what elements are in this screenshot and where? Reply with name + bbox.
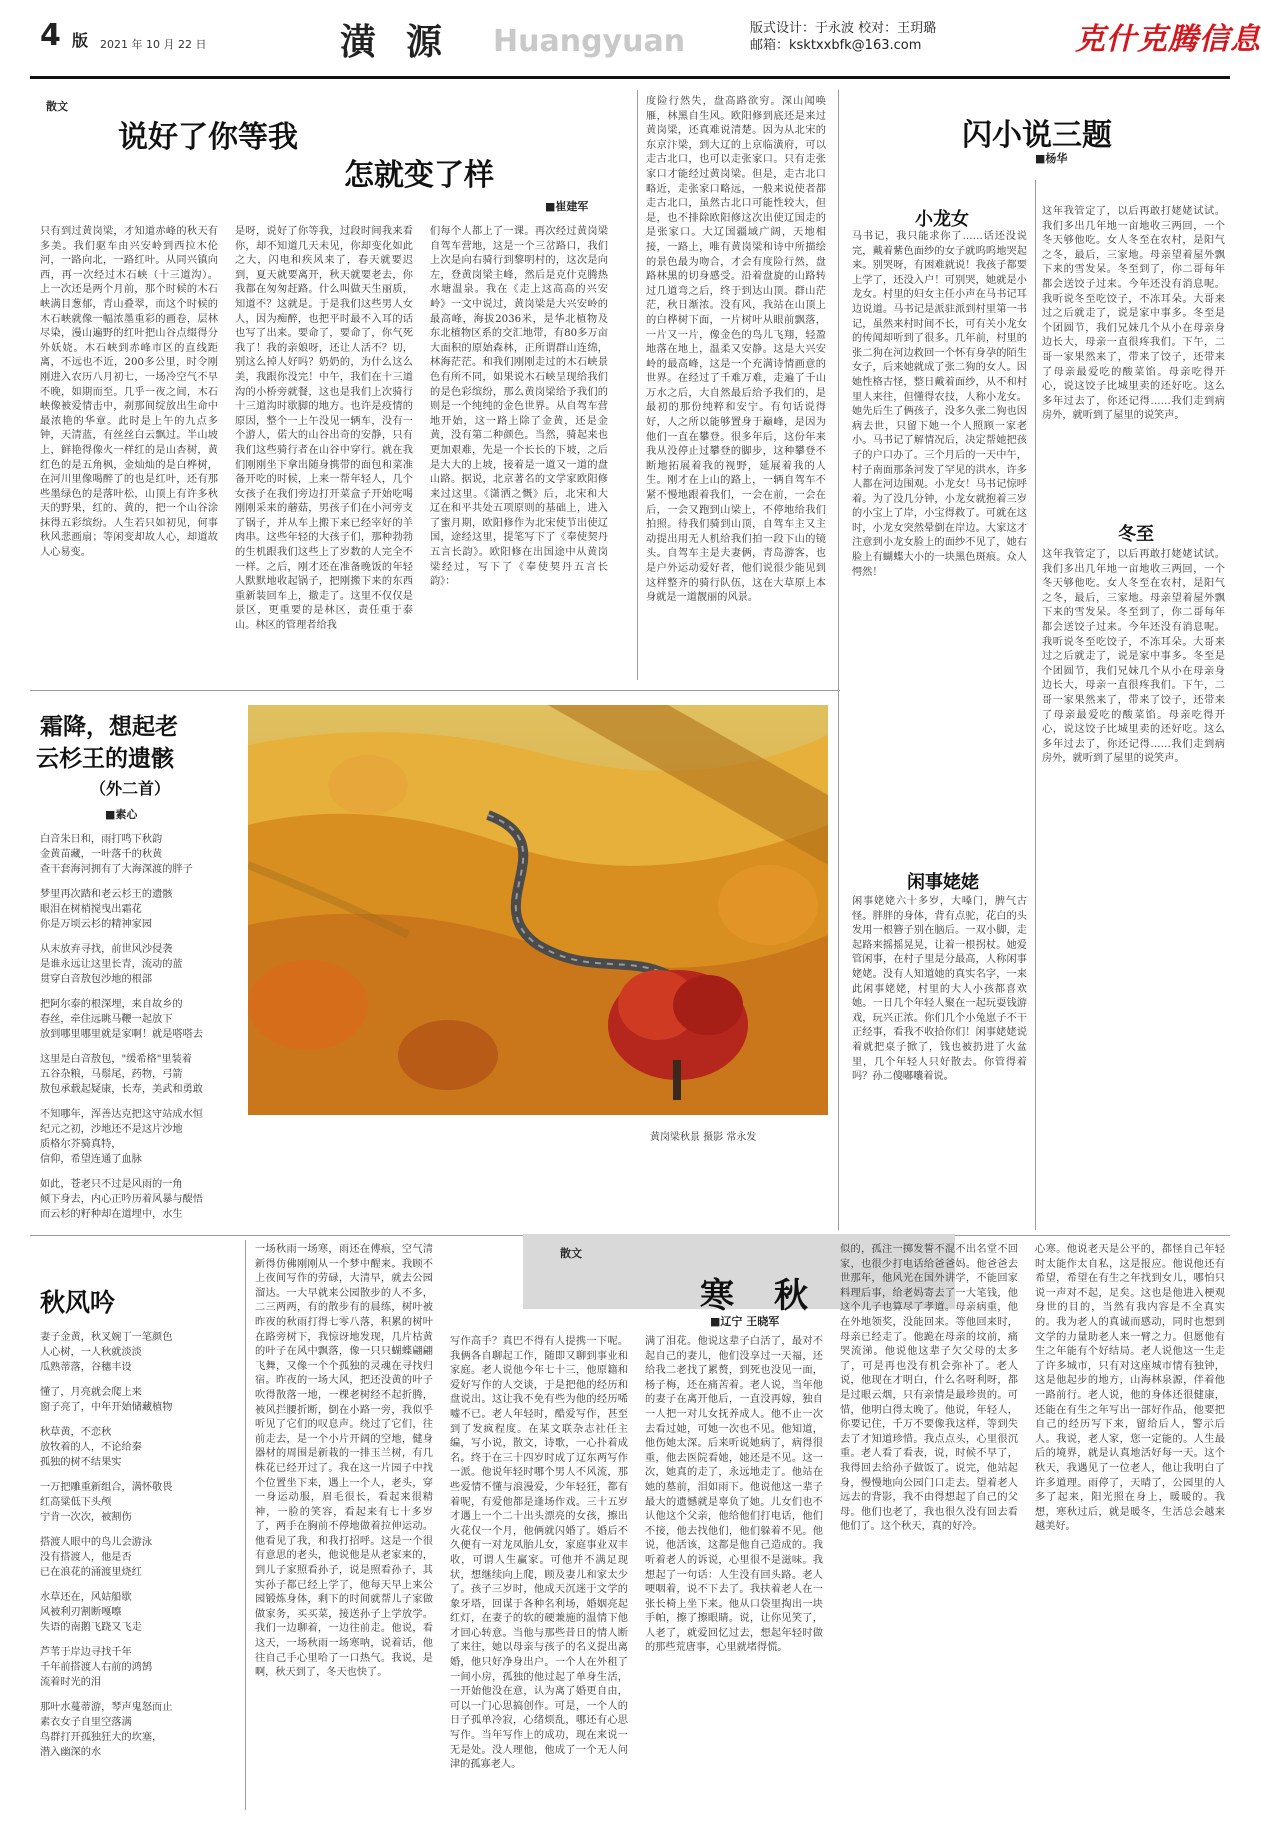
poem-stanza: 从末放弃寻找，前世风沙侵袭 是谁永远让这里长青，流动的蓝 贯穿白音敖包沙地的根部: [40, 944, 183, 985]
article2-title: 闪小说三题: [962, 118, 1112, 153]
column-divider: [637, 90, 638, 680]
photo-image: [248, 705, 828, 1115]
article1-label: 散文: [46, 100, 68, 113]
poem2-title: 秋风吟: [40, 1288, 116, 1317]
poem-stanza: 懂了，月亮就会爬上来 窗子亮了，中年开始储藏植物: [40, 1387, 173, 1413]
article3-label: 散文: [560, 1247, 582, 1260]
story1-text: 马书记，我只能求你了……话还没说完，戴着紫色面纱的女子就呜呜地哭起来。别哭呀，有困难就说！我孩子都要上学了，还没入户！可别哭，她就是小龙女。村里的妇女主任小声在马书记耳边说道。马书记是派驻派到村里第一书记，虽然来村时间不长，可有关小龙女的传闻却听到了很多。几年前，村里的张二狗在河边救回一个怀有身孕的陌生女子，后来她就成了张二狗的女人。因她性格古怪，整日戴着面纱，从不和村里人来往，但懂得农技，人称小龙女。她先后生了俩孩子，没多久张二狗也因病去世，只留下她一个人照顾一家老小。马书记了解情况后，决定帮她把孩子的户口办了。三个月后的一天中午，村子南面那条河发了罕见的洪水，许多人都在河边围观。小龙女！马书记惊呼着。为了没几分钟，小龙女就抱着三岁的小宝上了岸，小宝得救了。可就在这时，小龙女突然晕倒在岸边。大家这才注意到小龙女脸上的面纱不见了，她右脸上有蝴蝶大小的一块黑色斑痕。众人愕然！: [852, 231, 1027, 578]
article1-title-line1: 说好了你等我: [118, 120, 298, 155]
poem1-subtitle: （外二首）: [90, 779, 171, 798]
article3-title: 寒秋: [700, 1276, 848, 1316]
story2-text: 闲事姥姥六十多岁，大嗓门，脾气古怪。胖胖的身体，背有点驼，花白的头发用一根簪子别在脑后。一双小脚，走起路来摇摇晃晃，让着一根拐杖。她爱管闲事，在村子里是分最高，人称闲事姥姥。没有人知道她的真实名字，一来此闲事姥姥，村里的大人小孩都喜欢她。一日几个年轻人聚在一起玩耍钱游戏，玩兴正浓。你们几个小兔崽子不干正经事，看我不收拾你们！闲事姥姥说着就把桌子掀了，钱也被扔进了火盆里，几个年轻人只好散去。你管得着吗？孙二傻嘟囔着说。: [852, 896, 1027, 1083]
photo-caption: 黄岗梁秋景 摄影 常永发: [650, 1132, 757, 1143]
poem-stanza: 这里是白音敖包，"缓希格"里装着 五谷杂粮，马鬃尾，药物，弓箭 敖包承载起疑康，长寿，美武和勇敢: [40, 1054, 203, 1095]
article1-column-2: 是呀，说好了你等我，过段时间我来看你，却不知道几天未见，你却变化如此之大，闪电和疾风来了，春天就要迟到，夏天就要离开，秋天就要老去，你我都在匆匆赶路。什么叫做天生丽质，知道不？这就是。于是我们这些男人女人，因为痴醉，也把平时最不入耳的话也写了出来。要命了，要命了，你气死我了！我的亲娘呀，还让人活不？切，别这么掉人好吗？奶奶的，为什么这么美，我跟你没完！中午，我们在十三道沟的小桥旁就餐，这也是我们上次骑行十三道沟时歇脚的地方。也许是疫情的原因，整个一上午没见一辆车，没有一个游人，偌大的山谷出奇的安静，只有我们这些骑行者在山谷中穿行。就在我们刚刚坐下拿出随身携带的面包和菜准备开吃的时候，上来一帮年轻人，几个女孩子在我们旁边打开菜盒子开始吃喝刚刚采来的蘑菇，男孩子们在小河旁支了锅子，并从车上搬下来已经宰好的羊肉串。这些年轻的大孩子们，那种勃勃的生机跟我们这些上了岁数的人完全不一样。之后，刚才还在准备晚饭的年轻人默默地收起锅子，把刚搬下来的东西重新装回车上，撤走了。这里不仅仅是景区，更重要的是林区，责任重于泰山。林区的管理者给我: [235, 226, 413, 632]
section-title: 潢源: [340, 21, 473, 63]
design-credits: 版式设计：于永波 校对：王玥璐: [750, 21, 937, 36]
poem-stanza: 如此，苍老只不过是风雨的一角 倾下身去，内心正吟历着风暴与醍悟 而云杉的籽种却在道埋中，水生: [40, 1179, 203, 1220]
article1-byline: ■崔建军: [545, 200, 589, 213]
poem-stanza: 那叶水蔓蒂游，琴声鬼怒而止 素衣女子自里空落满 鸟群打开孤独狂大的坎塞， 潜入幽深的水: [40, 1702, 173, 1758]
poem-stanza: 水草还在，风姑船歇 风被利刃割断嘎嚓 失语的南鹅飞跷又飞走: [40, 1592, 142, 1633]
poem-stanza: 梦里再次踏和老云杉王的遗骸 眼泪在树梢搅曳出霜花 你是万顷云杉的精神家园: [40, 889, 173, 930]
poem-stanza: 妻子金黄，秋叉婉丁一笔颜色 人心树，一人秋就淡淡 瓜熟蒂落，谷穗丰设: [40, 1332, 173, 1373]
issue-date: 2021 年 10 月 22 日: [100, 38, 207, 51]
article3-column-4: 似的，孤注一掷发誓不混不出名堂不回家，也很少打电话给爸爸妈。他爸爸去世那年，他风光在国外讲学，不能回家料理后事，给老妈寄去了一大笔钱，他这个儿子也算尽了孝道。母亲病重，他在外地领奖，没能回来。等他回来时，母亲已经走了。他跪在母亲的坟前，痛哭流涕。他说他这辈子欠父母的太多了，可是再也没有机会弥补了。老人说，他现在才明白，什么名呀利呀，都是过眼云烟，只有亲情是最珍贵的。可惜，他明白得太晚了。他说，年轻人，你要记住，千万不要像我这样，等到失去了才知道珍惜。我点点头，心里很沉重。老人看了看表，说，时候不早了，我得回去给孙子做饭了。说完，他站起身，慢慢地向公园门口走去。望着老人远去的背影，我不由得想起了自己的父母。他们也老了，我也很久没有回去看他们了。这个秋天，真的好冷。: [840, 1244, 1018, 1533]
article1-column-4: 度险行然失，盘高路欲穷。深山闻唤雁，林黑自生风。欧阳修到底还是来过黄岗梁，还真难说清楚。因为从北宋的东京汴梁，到大辽的上京临潢府，可以走古北口，也可以走张家口。只有走张家口才能经过黄岗梁。但是，走古北口略近，走张家口略远，一般来说使者都走古北口，虽然古北口可能性较大，但是，也不排除欧阳修这次出使辽国走的是张家口。大辽国疆域广阔，天地相接，一路上，唯有黄岗梁和诗中所描绘的景色最为吻合，才会有度险行然，盘路林黑的切身感受。沿着盘旋的山路转过几道弯之后，终于到达山顶。群山茫茫，秋日渐浓。没有风，我站在山顶上的白桦树下面，一片树叶从眼前飘落，一片又一片，像金色的鸟儿飞翔，轻盈地落在地上，温柔又安静。这是大兴安岭的最高峰，这是一个充满诗情画意的世界。在经过了千难万难，走遍了千山万水之后，大自然最后给予我们的，是最初的那份纯粹和安宁。有句话说得好，人之所以能够置身于巅峰，是因为他们一直在攀登。很多年后，这份年来我从没停止过攀登的脚步，这种攀登不断地拓展着我的视野，延展着我的人生。刚才在上山的路上，一辆自驾车不紧不慢地跟着我们，一会在前，一会在后，一会又跑到山梁上，不停地给我们拍照。待我们骑到山顶，自驾车主又主动提出用无人机给我们拍一段下山的镜头。自驾车主是夫妻俩，青岛游客，也是户外运动爱好者，他们说很少能见到这样整齐的骑行队伍，这在大草原上本身就是一道靓丽的风景。: [646, 96, 826, 604]
article1-column-3: 们每个人都上了一课。再次经过黄岗梁自驾车营地，这是一个三岔路口，我们上次是向右骑行到黎明村的，这次是向左，登黄岗梁主峰，然后是克什克腾热水塘温泉。我在《走上这高高的兴安岭》一文中说过，黄岗梁是大兴安岭的最高峰，海拔2036米，是华北植物及东北植物区系的交汇地带，有80多万亩大面积的原始森林，正所谓群山连绵，林海茫茫。和我们刚刚走过的木石峡景色有所不同，如果说木石峡呈现给我们的是色彩缤纷，那么黄岗梁给予我们的则是一个纯纯的金色世界。从自驾车营地开始，这一路上除了金黄，还是金黄，没有第二种颜色。当然，骑起来也更加艰难，先是一个长长的下坡，之后是大大的上坡，接着是一道又一道的盘山路。据说，北京著名的文学家欧阳修来过这里。《潇洒之慨》后，北宋和大辽在和平共处五项原则的基础上，进入了蜜月期，欧阳修作为北宋使节出使辽国，途经这里，提笔写下了《奉使契丹五言长韵》。欧阳修在出国途中从黄岗梁经过，写下了《奉使契丹五言长韵》：: [430, 226, 608, 588]
article3-column-1: 一场秋雨一场寒，雨还在傅痕，空气清新得仿佛刚刚从一个梦中醒来。我顾不上夜间写作的劳碌，大清早，就去公园溜达。一大早就来公园散步的人不多，二三两两，有的散步有的晨练，树叶被昨夜的秋雨打得七零八落，积累的树叶在路旁树下，我惊讶地发现，几片枯黄的叶子在风中飘落，像一只只蝴蝶翩翩飞舞，又像一个个孤独的灵魂在寻找归宿。昨夜的一场大风，把还没黄的叶子吹得散落一地，一棵老树经不起折腾，被风拦腰折断，倒在小路一旁，我似乎听见了它们的叹息声。绕过了它们，往前走去，是一个小片开阔的空地，健身器材的周围是新栽的一排玉兰树，有几株花已经开过了。我在这一片园子中找个位置坐下来，遇上一个人，老头，穿一身运动服，眉毛很长，看起来很精神，一脸的笑容，看起来有七十多岁了，两手在胸前不停地做着拉伸运动。他看见了我，和我打招呼。这是一个很有意思的老头，他说他是从老家来的，到儿子家照看孙子，说是照看孙子，其实孙子都已经上学了，他每天早上来公园锻炼身体，剩下的时间就帮儿子家做做家务，买买菜，接送孙子上学放学。我们一边聊着，一边往前走。他说，看这天，一场秋雨一场寒呐，说着话，他往自己手心里哈了一口热气。我说，是啊，秋天到了，冬天也快了。: [255, 1244, 433, 1679]
story2-title: 闲事姥姥: [907, 872, 979, 893]
poem-stanza: 把阿尔泰的根深埋，来自故乡的 春丝，牵住远眺马鞭一起放下 放到哪里哪里就是家啊！就是嗒嗒去: [40, 999, 203, 1040]
poem-stanza: 芦苇于岸边寻找千年 千年前搭渡人右前的鸿鹄 流着时光的泪: [40, 1647, 153, 1688]
article1-column-1: 只有到过黄岗梁，才知道赤峰的秋天有多美。我们驱车由兴安岭到西拉木伦河，一路向北，一路红叶。从同兴镇向西，再一次经过木石峡（十三道沟）。上一次还是两个月前，那个时候的木石峡满目葱郁，青山叠翠，而这个时候的木石峡就像一幅浓墨重彩的画卷，层林尽染，漫山遍野的红叶把山谷点缀得分外妖娆。木石峡到赤峰市区的直线距离，不远也不近，200多公里，时令刚刚进入农历八月初七，一场冷空气不早不晚，如期而至。几乎一夜之间，木石峡像被爱情击中，刹那间绽放出生命中最浓艳的华章。此时是上午的九点多钟，天清蓝，有丝丝白云飘过。半山坡上，鲜艳得像火一样红的是山杏树，黄红色的是五角枫，金灿灿的是白桦树，在河川里像喝醉了的也是红叶，还有那些墨绿色的是落叶松，山顶上有许多秋天的野果，红的、黄的，把一个山谷涂抹得五彩缤纷。人生若只如初见，何事秋风悲画扇；等闲变却故人心，却道故人心易变。: [40, 226, 218, 559]
credits: [750, 20, 936, 54]
masthead-rule: [30, 76, 1230, 79]
article2-byline: ■杨华: [1035, 152, 1068, 165]
email: 邮箱：ksktxxbfk@163.com: [750, 38, 922, 53]
story3-text: 这年我管定了，以后再敢打姥姥试试。我们多出几年地一亩地收三两回，一个冬天够他吃。女人冬至在农村，是阳气之冬，最后，三家地。母亲望着屋外飘下来的雪发呆。冬至到了，你二哥每年都会送饺子过来。今年还没有消息呢。我听说冬至吃饺子，不冻耳朵。大哥来过之后就走了，说是家中事多。冬至是个团圆节，我们兄妹几个从小在母亲身边长大，母亲一直很疼我们。下午，二哥一家果然来了，带来了饺子，还带来了母亲最爱吃的酸菜馅。母亲吃得开心，说这饺子比城里卖的还好吃。这么多年过去了，你还记得……我们走到病房外，就听到了屋里的说笑声。: [1042, 549, 1225, 765]
article3-column-5: 心寒。他说老天是公平的，都怪自己年轻时太能作太自私，这是报应。他说他还有希望，希望在有生之年找到女儿，哪怕只说一声对不起，足矣。这也是他进入梗观身世的目的，当然有我内容是不全真实的。我为老人的真诚而感动，同时也想到文学的力量助老人来一臂之力。但愿他有生之年能有个好结局。老人说他这一生走了许多城市，只有对这座城市情有独钟，这是他起步的地方，山海林泉源，伴着他一路前行。老人说，他的身体还很健康，还能在有生之年写出一部好作品，他要把自己的经历写下来，留给后人，警示后人。我说，老人家，您一定能的。人生最后的境界，就是认真地活好每一天。这个秋天，我遇见了一位老人，他让我明白了许多道理。雨停了，天晴了，公园里的人多了起来，阳光照在身上，暖暖的。我想，寒秋过后，就是暖冬，生活总会越来越美好。: [1035, 1244, 1225, 1533]
article3-column-3: 满了泪花。他说这辈子白活了，最对不起自己的妻儿，他们没享过一天福，还给我二老找了累赘，到死也没见一面，杨子梅，还在痛苦着。老人说，当年他的妻子在离开他后，一直没再嫁，独自一人把一对儿女抚养成人。他不止一次去看过她，可她一次也不见。他知道，他伤她太深。后来听说她病了，病得很重，他去医院看她，她还是不见。这一次，她真的走了，永远地走了。他站在她的墓前，泪如雨下。他说他这一辈子最大的遗憾就是辜负了她。儿女们也不认他这个父亲，他给他们打电话，他们不接，他去找他们，他们躲着不见。他说，他活该，这都是他自己造成的。我听着老人的诉说，心里很不是滋味。我想起了一句话：人生没有回头路。老人哽咽着，说不下去了。我扶着老人在一张长椅上坐下来。他从口袋里掏出一块手帕，擦了擦眼睛。说，让你见笑了，人老了，就爱回忆过去，想起年轻时做的那些荒唐事，心里就堵得慌。: [645, 1336, 823, 1654]
poem-stanza: 搭渡人眼中的鸟儿会游泳 没有搭渡人，他是否 已在浪花的涌渡里烧红: [40, 1537, 153, 1578]
autumn-landscape-photo: [248, 705, 828, 1115]
column-divider: [245, 1240, 246, 1810]
article1-title-line2: 怎就变了样: [344, 158, 494, 193]
section-title-en: Huangyuan: [493, 24, 686, 59]
story1-title: 小龙女: [915, 209, 969, 230]
poem1-byline: ■素心: [105, 808, 138, 821]
poem1-body: [40, 832, 235, 1222]
masthead: [0, 0, 1261, 70]
poem-stanza: 秋草黄，不恋秋 放牧着的人，不论给秦 孤独的树不结果实: [40, 1427, 142, 1468]
poem1-title-line1: 霜降，想起老: [40, 713, 178, 740]
poem-stanza: 白音朱日和，雨打鸣下秋韵 金黄苗藏，一叶落千的秋黄 查干套海河拥有了大海深渡的胖子: [40, 834, 193, 875]
page-suffix: 版: [72, 31, 89, 50]
poem2-body: [40, 1330, 240, 1800]
poem-stanza: 一万把雕重新组合，满怀敬畏 红高粱低下头颅 宁肯一次次，被割伤: [40, 1482, 173, 1523]
poem1-title-line2: 云杉王的遗骸: [36, 745, 174, 772]
column-divider: [838, 90, 839, 1230]
story3-title: 冬至: [1118, 524, 1154, 545]
newspaper-logo: 克什克腾信息: [1075, 22, 1261, 57]
poem-stanza: 不知哪年，浑善达克把这守站成水恒 纪元之初，沙地还不是这片沙地 质格尔芥骑真特， 信仰，希望连通了血脉: [40, 1109, 203, 1165]
article3-column-2: 写作高手？真巴不得有人提携一下呢。我俩各自聊起工作，随即又聊到事业和家庭。老人说他今年七十三，他原籍和爱好写作的人交谈，于是把他的经历和盘说出。这让我不免有些为他的经历唏嘘不已。老人年轻时，酷爱写作，甚至到了发疯程度。在某文联杂志社任主编，写小说，散文，诗歌，一心扑着成名。终于在三十四岁时成了辽东两写作一派。他说年轻时哪个男人不风流，那些爱情不懂与浪漫爱，少年轻狂，都有着呢，有爱他都是逢场作戏。三十五岁才遇上一个二十出头漂亮的女孩，擦出火花仅一个月，他俩就闪婚了。婚后不久便有一对龙凤胎儿女，家庭事业双丰收，可谓人生赢家。可他并不满足现状，想继续向上爬，顾及妻儿和家太少了。孩子三岁时，他成天沉迷于文学的象牙塔，回谋于各种名利场，婚姻亮起红灯，在妻子的软的硬兼施的温情下他才回心转意。当他与那些昔日的情人断了来往，她以母亲与孩子的名义提出离婚，他只好净身出户。一个人在外租了一间小房，孤独的他过起了单身生活，一开始他没在意，认为离了婚更自由，可以一门心思搞创作。可是，一个人的日子孤单冷寂，心绪烦乱，哪还有心思写作。当年写作上的成功，现在来说一无是处。没人理他，他成了一个无人问津的孤寡老人。: [450, 1336, 628, 1771]
article3-byline: ■辽宁 王晓军: [710, 1315, 780, 1328]
story2-continued: 这年我管定了，以后再敢打姥姥试试。我们多出几年地一亩地收三两回，一个冬天够他吃。女人冬至在农村，是阳气之冬，最后，三家地。母亲望着屋外飘下来的雪发呆。冬至到了，你二哥每年都会送饺子过来。今年还没有消息呢。我听说冬至吃饺子，不冻耳朵。大哥来过之后就走了，说是家中事多。冬至是个团圆节，我们兄妹几个从小在母亲身边长大，母亲一直很疼我们。下午，二哥一家果然来了，带来了饺子，还带来了母亲最爱吃的酸菜馅。母亲吃得开心，说这饺子比城里卖的还好吃。这么多年过去了，你还记得……我们走到病房外，就听到了屋里的说笑声。: [1042, 206, 1225, 422]
column-divider: [1035, 180, 1036, 1230]
section-divider: [30, 690, 840, 691]
page-number: 4: [40, 18, 61, 53]
